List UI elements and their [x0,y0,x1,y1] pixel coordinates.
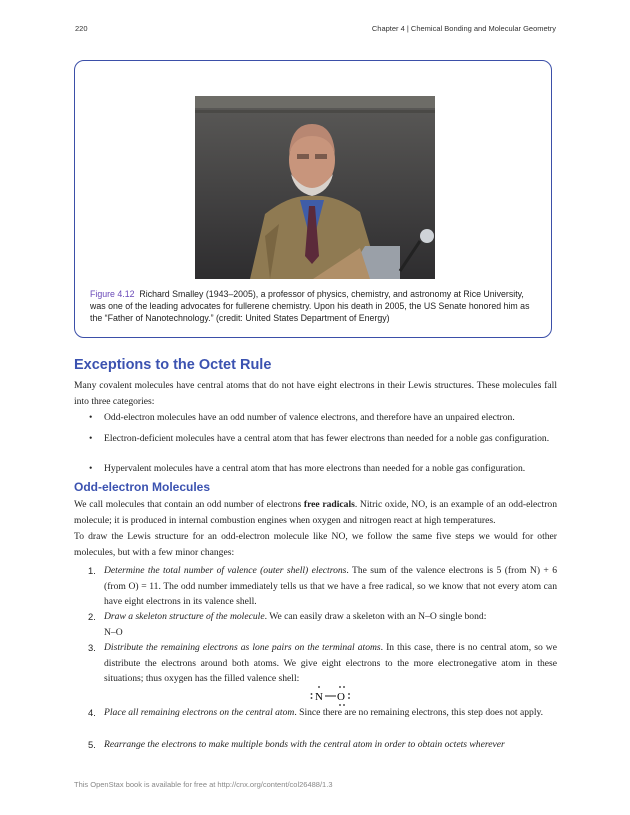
page-number: 220 [75,24,88,33]
lewis-atom-o: O [337,691,345,703]
intro-paragraph: Many covalent molecules have central atoms that do not have eight electrons in their Lewis structures. These molecules fall into three categories: [74,380,557,407]
term-free-radicals: free radicals [303,499,355,510]
subsection-title: Odd-electron Molecules [74,480,211,494]
step-item: 4. Place all remaining electrons on the central atom. Since there are no remaining electrons, this step does not apply. [88,707,544,718]
free-radicals-paragraph: We call molecules that contain an odd number of electrons free radicals. Nitric oxide, NO, is an example of an odd-electron molecule; it is produced in internal combustion engines when oxygen and nitrogen react at high temperatures. [74,499,557,526]
no-lewis-structure [308,685,358,707]
step-item: 5. Rearrange the electrons to make multiple bonds with the central atom in order to obtain octets wherever [88,739,505,750]
step-item: 2. Draw a skeleton structure of the molecule. We can easily draw a skeleton with an N–O single bond: N–O [88,611,487,638]
step-item: 3. Distribute the remaining electrons as lone pairs on the terminal atoms. In this case, there is no central atom, so we distribute the electrons around both atoms. We give eight electrons to the more electronegative atom in these situations; thus oxygen has the filled valence shell: [88,642,557,684]
section-title: Exceptions to the Octet Rule [74,357,272,373]
step-item: 1. Determine the total number of valence (outer shell) electrons. The sum of the valence electrons is 5 (from N) + 6 (from O) = 11. The odd number immediately tells us that we have a free radical, so we know that not every atom can have eight electrons in its valence shell. [88,565,557,607]
chapter-header: Chapter 4 | Chemical Bonding and Molecular Geometry [371,24,556,33]
bullet-item: • Odd-electron molecules have an odd number of valence electrons, and therefore have an unpaired electron. [89,412,515,423]
smalley-photo [195,96,435,279]
page-footer: This OpenStax book is available for free at http://cnx.org/content/col26488/1.3 [74,780,333,789]
bullet-item: • Hypervalent molecules have a central atom that has more electrons than needed for a noble gas configuration. [89,463,526,474]
skeleton-structure: N–O [104,626,123,638]
lewis-atom-n: N [315,691,323,703]
bullet-item: • Electron-deficient molecules have a central atom that has fewer electrons than needed for a noble gas configuration. [89,433,550,444]
figure-caption [90,288,538,324]
figure-label: Figure 4.12 [90,289,135,299]
lewis-intro-paragraph: To draw the Lewis structure for an odd-electron molecule like NO, we follow the same five steps we would for other molecules, but with a few minor changes: [74,531,557,558]
figure-caption-text: Richard Smalley (1943–2005), a professor of physics, chemistry, and astronomy at Rice University, was one of the leading advocates for fullerene chemistry. Upon his death in 2005, the US Senate honored him as the “Father of Nanotechnology.” (credit: United States Department of Energy) [90,289,530,323]
figure-box [74,60,552,338]
